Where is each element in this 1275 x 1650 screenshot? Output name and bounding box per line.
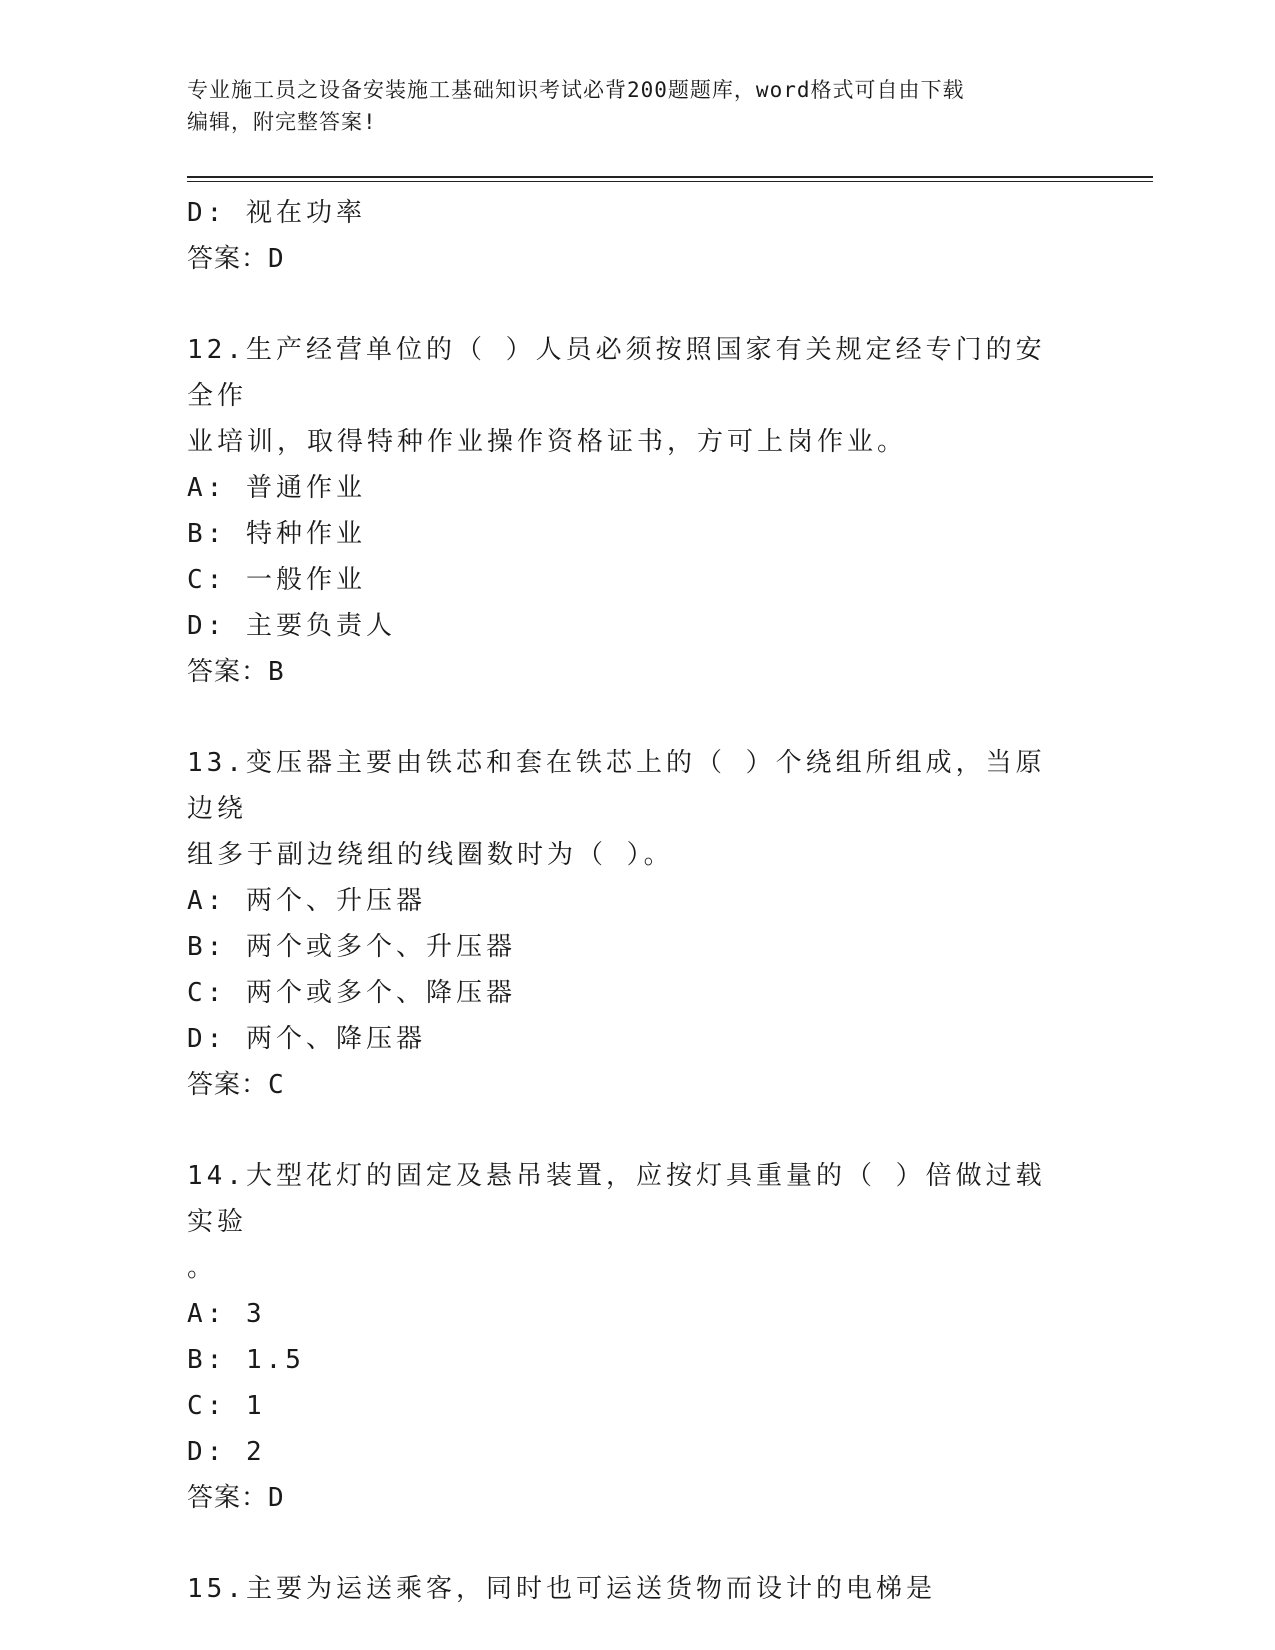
question-15 (187, 1566, 1067, 1612)
answer-line: 答案：C (187, 1070, 285, 1100)
option-d: D: 2 (187, 1437, 266, 1467)
option-c: C: 一般作业 (187, 565, 366, 595)
question-stem: 业培训，取得特种作业操作资格证书，方可上岗作业。 (187, 427, 908, 457)
header-line-1: 专业施工员之设备安装施工基础知识考试必背200题题库，word格式可自由下载 (187, 78, 965, 102)
option-c: C: 1 (187, 1391, 266, 1421)
question-13 (187, 740, 1067, 1108)
spacer (187, 282, 1067, 327)
prev-question-option-d: D: 视在功率 (187, 198, 366, 228)
question-stem: 15.主要为运送乘客，同时也可运送货物而设计的电梯是 (187, 1574, 936, 1604)
question-stem: 。 (187, 1253, 218, 1283)
question-12 (187, 327, 1067, 695)
option-a: A: 两个、升压器 (187, 886, 426, 916)
option-b: B: 特种作业 (187, 519, 366, 549)
header-divider-thin (187, 181, 1153, 182)
question-stem: 12.生产经营单位的（ ）人员必须按照国家有关规定经专门的安全作 (187, 335, 1046, 411)
question-stem: 13.变压器主要由铁芯和套在铁芯上的（ ）个绕组所组成，当原边绕 (187, 748, 1046, 824)
option-c: C: 两个或多个、降压器 (187, 978, 516, 1008)
option-d: D: 主要负责人 (187, 611, 396, 641)
question-14 (187, 1153, 1067, 1521)
spacer (187, 1108, 1067, 1153)
header-line-2: 编辑，附完整答案! (187, 110, 377, 134)
spacer (187, 1521, 1067, 1566)
option-d: D: 两个、降压器 (187, 1024, 426, 1054)
document-body (187, 190, 1067, 1612)
option-b: B: 两个或多个、升压器 (187, 932, 516, 962)
option-b: B: 1.5 (187, 1345, 305, 1375)
prev-question-answer: 答案：D (187, 244, 285, 274)
spacer (187, 695, 1067, 740)
answer-line: 答案：D (187, 1483, 285, 1513)
question-stem: 组多于副边绕组的线圈数时为（ ）。 (187, 840, 674, 870)
document-header (187, 74, 1087, 138)
question-stem: 14.大型花灯的固定及悬吊装置，应按灯具重量的（ ）倍做过载实验 (187, 1161, 1046, 1237)
header-divider-thick (187, 176, 1153, 178)
option-a: A: 普通作业 (187, 473, 366, 503)
answer-line: 答案：B (187, 657, 285, 687)
option-a: A: 3 (187, 1299, 266, 1329)
